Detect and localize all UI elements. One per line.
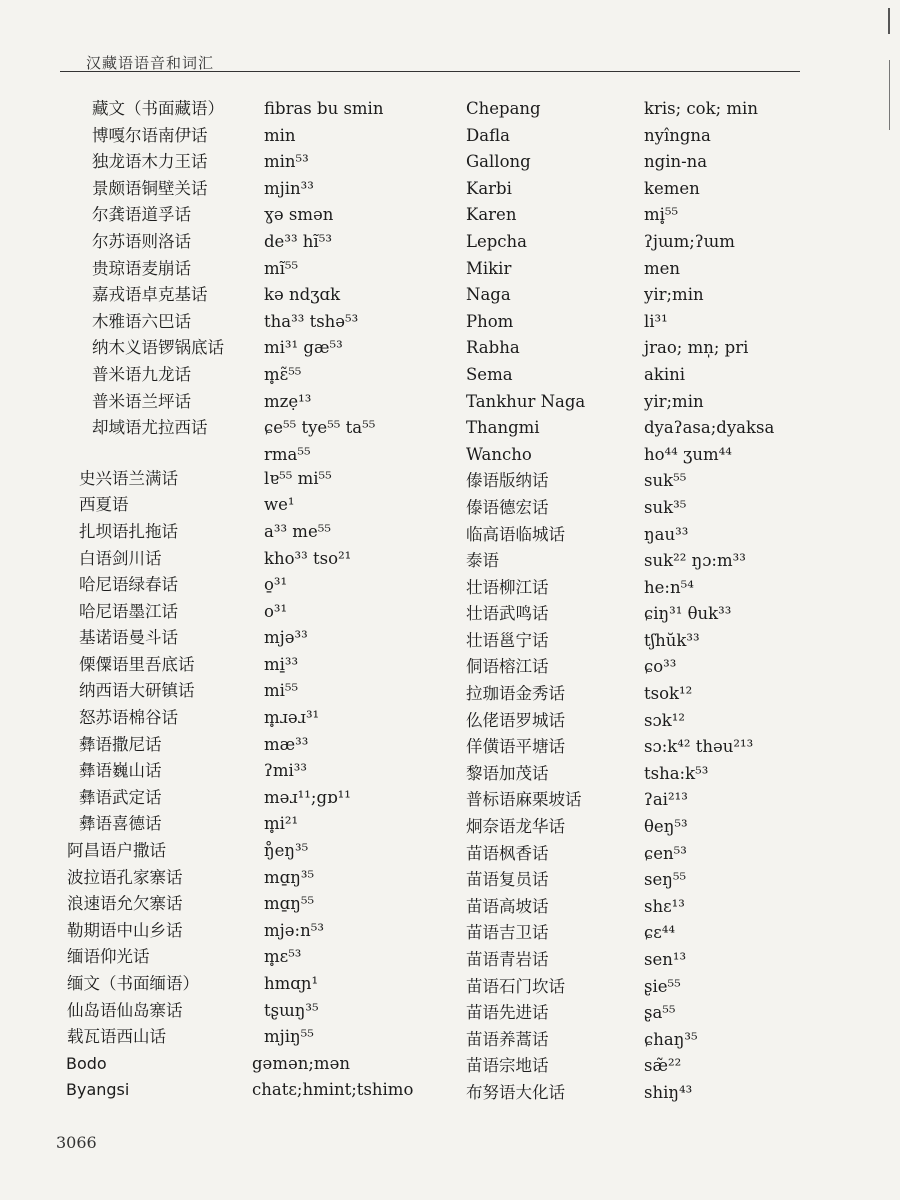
word-form: dyaʔasa;dyaksa: [644, 418, 775, 438]
entry-row: [0, 519, 440, 546]
entry-row: [460, 176, 890, 203]
language-name: 缅语仰光话: [67, 947, 150, 967]
language-name: Byangsi: [66, 1080, 130, 1100]
word-form: ɕen⁵³: [644, 843, 687, 863]
word-form: ʂie⁵⁵: [644, 976, 681, 996]
entry-row: [0, 998, 440, 1025]
entry-row: [0, 466, 440, 493]
language-name: 波拉语孔家寨话: [67, 867, 183, 887]
language-name: Karen: [466, 205, 517, 225]
entry-row: [0, 309, 440, 336]
word-form: sæ̃²²: [644, 1056, 682, 1076]
word-form: ngin-na: [644, 152, 708, 172]
scan-edge-mark: [888, 8, 890, 34]
language-name: 普米语九龙话: [92, 364, 191, 384]
word-form: ho⁴⁴ ʒum⁴⁴: [644, 444, 732, 464]
language-name: Sema: [466, 364, 513, 384]
language-name: 博嘎尔语南伊话: [92, 125, 208, 145]
word-form: ɕɛ⁴⁴: [644, 923, 676, 943]
word-form: rma⁵⁵: [264, 444, 311, 464]
word-form: kho³³ tso²¹: [264, 548, 352, 568]
entry-row: [0, 389, 440, 416]
word-form: tʂɯŋ³⁵: [264, 1000, 319, 1020]
language-name: 拉珈语金秀话: [466, 684, 565, 704]
language-name: Mikir: [466, 258, 512, 278]
entry-row: [460, 202, 890, 229]
word-form: suk⁵⁵: [644, 471, 687, 491]
language-name: 独龙语木力王话: [92, 152, 208, 172]
word-form: ɕe⁵⁵ tye⁵⁵ ta⁵⁵: [264, 418, 376, 438]
word-form: sɔk¹²: [644, 710, 685, 730]
language-name: 怒苏语棉谷话: [79, 708, 178, 728]
entry-row: [460, 1053, 890, 1080]
language-name: Naga: [466, 285, 511, 305]
word-form: sen¹³: [644, 950, 687, 969]
word-form: fibras bu smin: [264, 99, 384, 118]
entry-row: [460, 761, 890, 788]
language-name: 景颇语铜壁关话: [92, 178, 208, 198]
entry-row: [0, 202, 440, 229]
word-form: li³¹: [644, 311, 668, 331]
entry-row: [0, 1077, 440, 1104]
entry-row: [0, 546, 440, 573]
language-name: Lepcha: [466, 231, 527, 251]
language-name: 苗语宗地话: [466, 1056, 549, 1076]
word-form: mi̥⁵⁵: [644, 205, 679, 225]
language-name: 浪速语允欠寨话: [67, 894, 183, 914]
entry-row: [0, 599, 440, 626]
entry-row: [0, 918, 440, 945]
language-name: 尔苏语则洛话: [92, 231, 191, 251]
language-name: Gallong: [466, 152, 531, 172]
language-name: 尔龚语道孚话: [92, 205, 191, 225]
language-name: 纳木义语锣锅底话: [92, 338, 224, 358]
entry-row: [0, 758, 440, 785]
language-name: 苗语养蒿话: [466, 1029, 549, 1049]
language-name: 黎语加茂话: [466, 763, 549, 783]
word-form: men: [644, 258, 681, 278]
entry-row: [460, 362, 890, 389]
language-name: 布努语大化话: [466, 1082, 565, 1102]
language-name: Rabha: [466, 338, 520, 358]
language-name: 彝语武定话: [79, 787, 162, 807]
language-name: 史兴语兰满话: [79, 468, 178, 488]
language-name: 西夏语: [79, 495, 129, 515]
word-form: mzẹ¹³: [264, 391, 312, 411]
language-name: 缅文（书面缅语）: [67, 974, 199, 993]
entry-row: [460, 654, 890, 681]
entry-row: [460, 522, 890, 549]
entry-row: [0, 652, 440, 679]
entry-row: [460, 495, 890, 522]
entry-row: [0, 785, 440, 812]
entry-row: [460, 974, 890, 1001]
word-form: jrao; mn̩; pri: [644, 338, 749, 358]
entry-row: [460, 628, 890, 655]
language-name: 苗语青岩话: [466, 950, 549, 969]
language-name: 普米语兰坪话: [92, 391, 191, 411]
language-name: 木雅语六巴话: [92, 311, 191, 331]
entry-row: [460, 894, 890, 921]
language-name: Bodo: [66, 1053, 107, 1073]
entry-row: [460, 708, 890, 735]
entry-row: [460, 867, 890, 894]
word-form: nyîngna: [644, 125, 711, 145]
language-name: 扎坝语扎拖话: [79, 521, 178, 541]
language-name: 彝语撒尼话: [79, 734, 162, 754]
word-form: o³¹: [264, 601, 288, 621]
word-form: ʔmi³³: [264, 761, 307, 781]
entry-row: [0, 1051, 440, 1078]
entry-row: [460, 309, 890, 336]
entry-row: [460, 389, 890, 416]
word-form: mjə:n⁵³: [264, 920, 324, 940]
language-name: 傣语版纳话: [466, 471, 549, 491]
word-form: tʃhŭk³³: [644, 630, 700, 650]
entry-row: [0, 282, 440, 309]
word-form: yir;min: [644, 285, 704, 305]
language-name: 哈尼语墨江话: [79, 601, 178, 621]
language-name: 苗语复员话: [466, 870, 549, 890]
word-form: ɕhaŋ³⁵: [644, 1029, 698, 1049]
word-form: kemen: [644, 178, 700, 198]
word-form: mi̱³³: [264, 654, 299, 674]
header-rule: [60, 71, 800, 72]
entry-row: [0, 256, 440, 283]
language-name: 壮语柳江话: [466, 577, 549, 597]
language-name: 纳西语大研镇话: [79, 681, 195, 701]
language-name: 阿昌语户撒话: [67, 841, 166, 861]
entry-row: [0, 149, 440, 176]
word-form: kris; cok; min: [644, 99, 758, 118]
entry-row: [460, 734, 890, 761]
word-form: hmɑɲ¹: [264, 974, 319, 993]
language-name: 傣语德宏话: [466, 497, 549, 517]
language-name: Phom: [466, 311, 514, 331]
language-name: Chepang: [466, 99, 541, 118]
word-form: mi³¹ gæ⁵³: [264, 338, 343, 358]
entry-row: [460, 468, 890, 495]
language-name: Wancho: [466, 444, 532, 464]
entry-row: [0, 362, 440, 389]
entry-row: [0, 811, 440, 838]
language-name: 壮语武鸣话: [466, 604, 549, 624]
word-form: ɣə smən: [264, 205, 334, 225]
entry-row: [460, 548, 890, 575]
word-form: chatɛ;hmint;tshimo: [252, 1080, 414, 1100]
entry-row: [460, 787, 890, 814]
word-form: min⁵³: [264, 152, 309, 172]
entry-row: [0, 176, 440, 203]
word-form: mjiŋ⁵⁵: [264, 1027, 314, 1047]
entry-row: [460, 96, 890, 123]
entry-row: [460, 681, 890, 708]
language-name: Dafla: [466, 125, 510, 145]
entry-row: [0, 678, 440, 705]
word-form: tsha:k⁵³: [644, 763, 709, 783]
word-form: mæ³³: [264, 734, 309, 754]
word-form: o̱³¹: [264, 575, 288, 595]
word-form: ŋ̊eŋ³⁵: [264, 841, 309, 861]
entry-row: [0, 838, 440, 865]
language-name: Tankhur Naga: [466, 391, 586, 411]
entry-row: [0, 865, 440, 892]
entry-row: [0, 1024, 440, 1051]
running-head: 汉藏语语音和词汇: [86, 54, 215, 72]
language-name: 仙岛语仙岛寨话: [67, 1000, 183, 1020]
entry-row: [460, 282, 890, 309]
language-name: 苗语高坡话: [466, 896, 549, 916]
word-form: ŋau³³: [644, 524, 689, 544]
entry-row: [460, 1000, 890, 1027]
left-column: [0, 96, 440, 1104]
entry-row: [0, 705, 440, 732]
language-name: 却域语尤拉西话: [92, 418, 208, 438]
entry-row: [460, 335, 890, 362]
language-name: 彝语巍山话: [79, 761, 162, 781]
word-form: he:n⁵⁴: [644, 577, 694, 597]
language-name: 基诺语曼斗话: [79, 628, 178, 648]
entry-row: [460, 256, 890, 283]
language-name: Thangmi: [466, 418, 540, 438]
word-form: mjin³³: [264, 178, 314, 198]
entry-row: [460, 1027, 890, 1054]
word-form: ʂa⁵⁵: [644, 1003, 676, 1023]
entry-row: [460, 814, 890, 841]
word-form: məɹ¹¹;gɒ¹¹: [264, 787, 351, 807]
word-form: ʔjɯm;ʔɯm: [644, 231, 735, 251]
entry-row: [0, 229, 440, 256]
language-name: 嘉戎语卓克基话: [92, 285, 208, 305]
language-name: 苗语枫香话: [466, 843, 549, 863]
right-column: [460, 96, 890, 1107]
word-form: mjə³³: [264, 628, 308, 648]
word-form: mɑ̱ŋ³⁵: [264, 867, 315, 887]
word-form: tha³³ tshə⁵³: [264, 311, 359, 331]
word-form: min: [264, 125, 296, 145]
entry-row: [460, 229, 890, 256]
word-form: de³³ hĩ⁵³: [264, 231, 332, 251]
word-form: kə ndʒɑk: [264, 285, 341, 305]
word-form: mĩ⁵⁵: [264, 258, 299, 278]
entry-row: [0, 123, 440, 150]
page-number: 3066: [56, 1133, 97, 1152]
entry-row: [460, 1080, 890, 1107]
entry-row: [460, 442, 890, 469]
entry-row: [0, 971, 440, 998]
entry-row: [0, 415, 440, 442]
word-form: yir;min: [644, 391, 704, 411]
language-name: 炯奈语龙华话: [466, 817, 565, 837]
language-name: 载瓦语西山话: [67, 1027, 166, 1047]
word-form: ɕo³³: [644, 657, 677, 677]
entry-row: [460, 947, 890, 974]
word-form: gəmən;mən: [252, 1053, 350, 1073]
word-form: sɔ:k⁴² thəu²¹³: [644, 737, 754, 757]
word-form: mɑ̱ŋ⁵⁵: [264, 894, 315, 914]
word-form: lɐ⁵⁵ mi⁵⁵: [264, 468, 332, 488]
language-name: 彝语喜德话: [79, 814, 162, 834]
entry-row: [0, 492, 440, 519]
word-form: a³³ me⁵⁵: [264, 521, 331, 541]
language-name: 仫佬语罗城话: [466, 710, 565, 730]
language-name: 勒期语中山乡话: [67, 920, 183, 940]
word-form: seŋ⁵⁵: [644, 870, 687, 890]
language-name: 苗语先进话: [466, 1003, 549, 1023]
entry-row: [0, 625, 440, 652]
word-form: ʔai²¹³: [644, 790, 688, 810]
language-name: 傈僳语里吾底话: [79, 654, 195, 674]
entry-row: [0, 96, 440, 123]
language-name: 普标语麻栗坡话: [466, 790, 582, 810]
word-form: shɛ¹³: [644, 896, 685, 916]
entry-row: [460, 123, 890, 150]
language-name: 白语剑川话: [79, 548, 162, 568]
word-form: tsok¹²: [644, 684, 693, 704]
word-form: shiŋ⁴³: [644, 1082, 693, 1102]
word-form: m̥ɛ⁵³: [264, 947, 302, 967]
word-form: m̥ɹəɹ³¹: [264, 708, 320, 728]
language-name: 苗语石门坎话: [466, 976, 565, 996]
entry-row: [0, 572, 440, 599]
entry-row: [0, 335, 440, 362]
entry-row: [0, 891, 440, 918]
entry-row: [460, 841, 890, 868]
entry-row: [460, 920, 890, 947]
entry-row: [460, 415, 890, 442]
word-form: we¹: [264, 495, 295, 515]
language-name: 壮语邕宁话: [466, 630, 549, 650]
entry-row: [0, 732, 440, 759]
language-name: 贵琼语麦崩话: [92, 258, 191, 278]
entry-row: [460, 149, 890, 176]
language-name: 临高语临城话: [466, 524, 565, 544]
word-form: θeŋ⁵³: [644, 817, 688, 837]
entry-row: [0, 442, 440, 466]
language-name: Karbi: [466, 178, 512, 198]
word-form: mi⁵⁵: [264, 681, 299, 701]
language-name: 泰语: [466, 551, 499, 571]
word-form: ɕiŋ³¹ θuk³³: [644, 604, 732, 624]
word-form: akini: [644, 364, 686, 384]
language-name: 藏文（书面藏语）: [92, 99, 224, 118]
entry-row: [460, 575, 890, 602]
word-form: suk²² ŋɔ:m³³: [644, 551, 746, 571]
word-form: m̥i²¹: [264, 814, 299, 834]
word-form: m̥ɛ̃⁵⁵: [264, 364, 302, 384]
word-form: suk³⁵: [644, 497, 687, 517]
language-name: 侗语榕江话: [466, 657, 549, 677]
language-name: 苗语吉卫话: [466, 923, 549, 943]
entry-row: [0, 944, 440, 971]
language-name: 佯僙语平塘话: [466, 737, 565, 757]
language-name: 哈尼语绿春话: [79, 575, 178, 595]
entry-row: [460, 601, 890, 628]
